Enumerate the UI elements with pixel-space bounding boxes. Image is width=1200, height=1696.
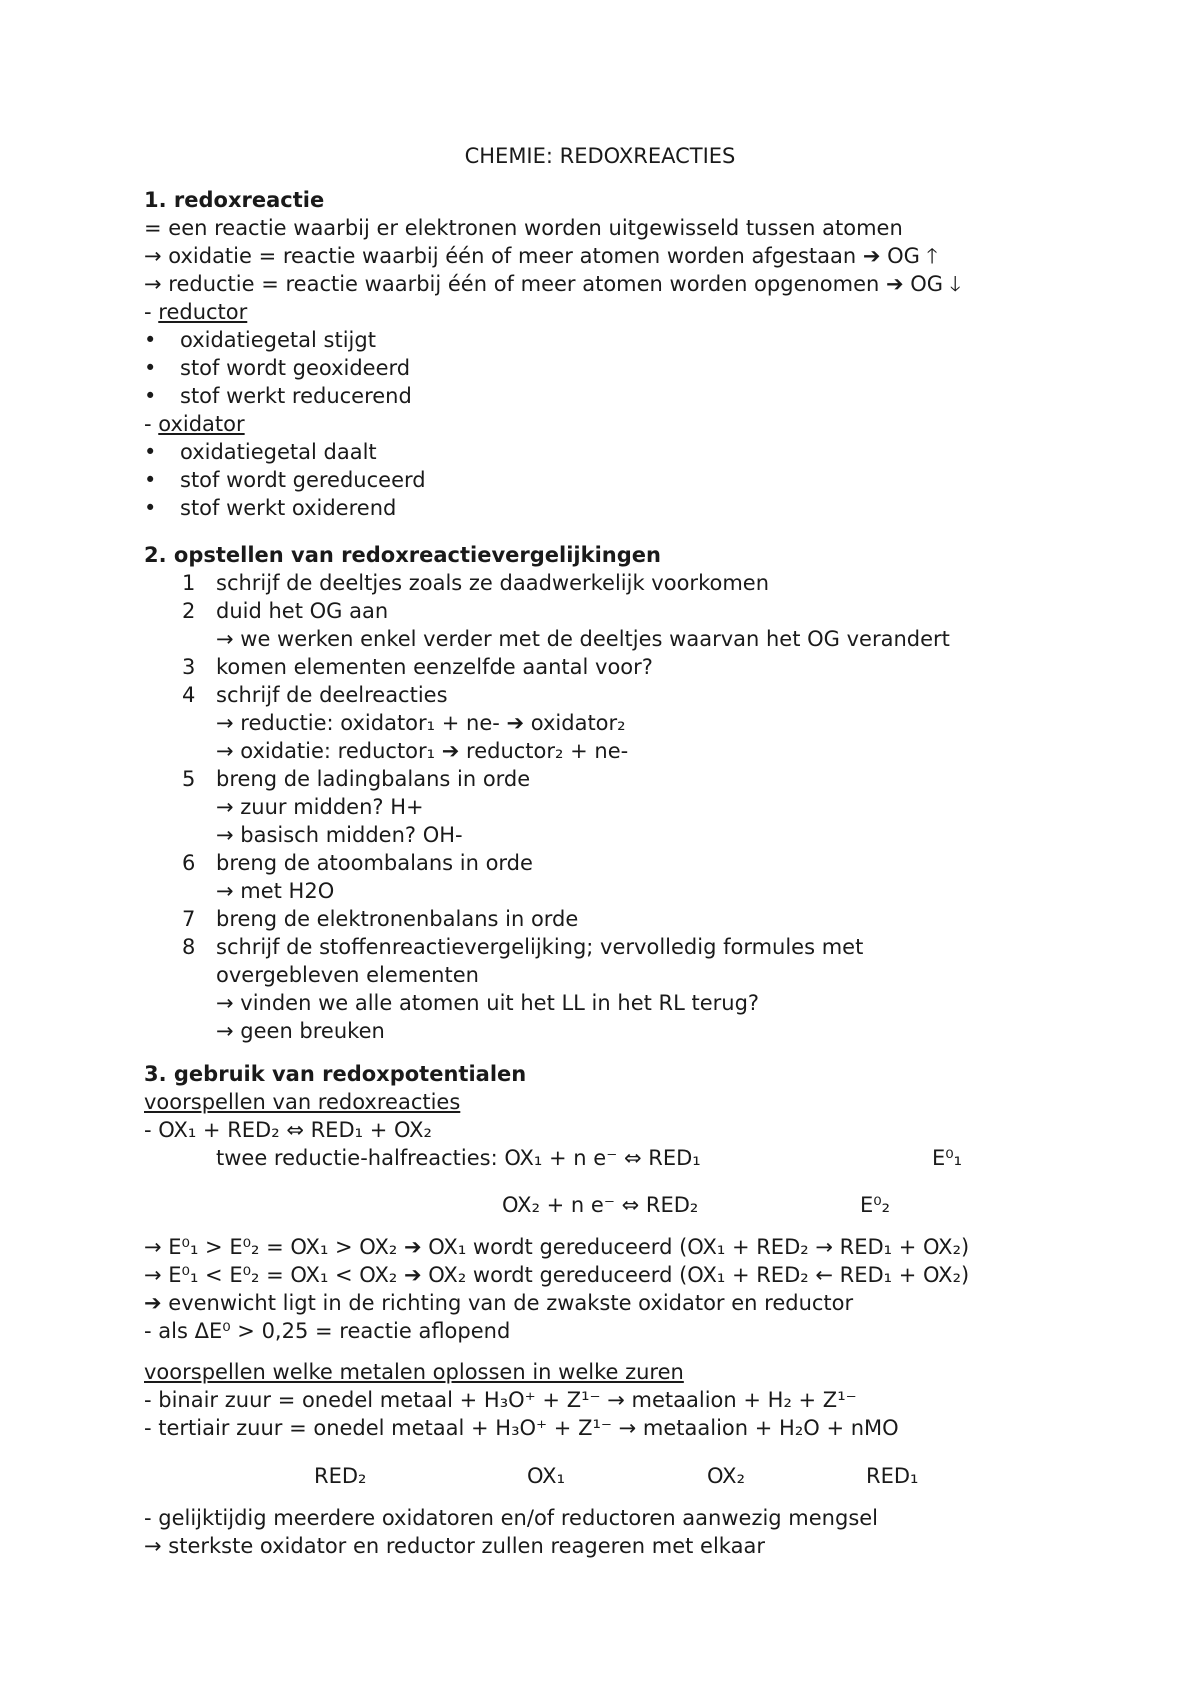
subheading: voorspellen van redoxreacties <box>144 1090 461 1114</box>
bullet-item: • stof werkt reducerend <box>144 382 1064 410</box>
dash: - <box>144 412 159 436</box>
label-red1: RED₁ <box>866 1464 919 1488</box>
step-item <box>144 653 1064 681</box>
label-ox2: OX₂ <box>707 1464 745 1488</box>
step-item <box>144 569 1064 597</box>
comparison-1: → E⁰₁ > E⁰₂ = OX₁ > OX₂ ➔ OX₁ wordt gereduceerd (OX₁ + RED₂ → RED₁ + OX₂) <box>144 1235 970 1259</box>
step-subline: overgebleven elementen <box>216 963 479 987</box>
step-subline: → reductie: oxidator₁ + ne- ➔ oxidator₂ <box>216 711 626 735</box>
step-item <box>144 681 1064 709</box>
label-ox1: OX₁ <box>527 1464 565 1488</box>
comparison-2: → E⁰₁ < E⁰₂ = OX₁ < OX₂ ➔ OX₂ wordt gereduceerd (OX₁ + RED₂ ← RED₁ + OX₂) <box>144 1263 970 1287</box>
bullet-item: • stof werkt oxiderend <box>144 494 1064 522</box>
mixture-note: - gelijktijdig meerdere oxidatoren en/of reductoren aanwezig mengsel <box>144 1506 879 1530</box>
bullet-item: • stof wordt gereduceerd <box>144 466 1064 494</box>
oxidator-label-line <box>144 410 1064 438</box>
step-text: breng de atoombalans in orde <box>216 851 533 875</box>
section-heading: 3. gebruik van redoxpotentialen <box>144 1062 527 1086</box>
bullet-item: • stof wordt geoxideerd <box>144 354 1064 382</box>
step-number: 8 <box>182 935 196 959</box>
step-number: 3 <box>182 655 196 679</box>
oxidator-label: oxidator <box>158 412 245 436</box>
section-opstellen <box>144 541 1064 1045</box>
document-title: CHEMIE: REDOXREACTIES <box>464 144 736 168</box>
comparison-block <box>144 1233 1064 1345</box>
tertiair-zuur: - tertiair zuur = onedel metaal + H₃O⁺ + Z¹⁻ → metaalion + H₂O + nMO <box>144 1416 899 1440</box>
step-item <box>144 905 1064 933</box>
definition: = een reactie waarbij er elektronen worden uitgewisseld tussen atomen <box>144 216 903 240</box>
half-reaction-1: twee reductie-halfreacties: OX₁ + n e⁻ ⇔ RED₁ <box>216 1146 701 1170</box>
step-text: duid het OG aan <box>216 599 389 623</box>
potential-e2: E⁰₂ <box>860 1193 891 1217</box>
step-number: 5 <box>182 767 196 791</box>
step-item <box>144 765 1064 793</box>
step-item <box>144 933 1064 961</box>
step-subline: → vinden we alle atomen uit het LL in het RL terug? <box>216 991 760 1015</box>
section-heading: 1. redoxreactie <box>144 188 325 212</box>
step-number: 2 <box>182 599 196 623</box>
steps-list <box>144 569 1064 1045</box>
step-subline: → basisch midden? OH- <box>216 823 463 847</box>
subheading: voorspellen welke metalen oplossen in welke zuren <box>144 1360 684 1384</box>
step-text: schrijf de deelreacties <box>216 683 448 707</box>
step-subline: → geen breuken <box>216 1019 385 1043</box>
step-item <box>144 597 1064 625</box>
section-redoxreactie <box>144 186 1064 522</box>
label-red2: RED₂ <box>314 1464 367 1488</box>
potential-e1: E⁰₁ <box>932 1146 963 1170</box>
oxidation-line: → oxidatie = reactie waarbij één of meer atomen worden afgestaan ➔ OG 🡑 <box>144 244 938 268</box>
step-text: komen elementen eenzelfde aantal voor? <box>216 655 653 679</box>
reductor-label: reductor <box>158 300 248 324</box>
reductor-label-line <box>144 298 1064 326</box>
bullet-item: • oxidatiegetal stijgt <box>144 326 1064 354</box>
equilibrium-note: ➔ evenwicht ligt in de richting van de zwakste oxidator en reductor <box>144 1291 854 1315</box>
step-number: 6 <box>182 851 196 875</box>
dash: - <box>144 300 159 324</box>
section-redoxpotentialen <box>144 1060 1064 1172</box>
reduction-line: → reductie = reactie waarbij één of meer atomen worden opgenomen ➔ OG 🡓 <box>144 272 961 296</box>
step-number: 7 <box>182 907 196 931</box>
strongest-note: → sterkste oxidator en reductor zullen reageren met elkaar <box>144 1534 765 1558</box>
delta-note: - als ΔE⁰ > 0,25 = reactie aflopend <box>144 1319 511 1343</box>
step-item <box>144 849 1064 877</box>
step-number: 4 <box>182 683 196 707</box>
half-reaction-2: OX₂ + n e⁻ ⇔ RED₂ <box>502 1193 699 1217</box>
metals-block <box>144 1358 1064 1442</box>
step-text: schrijf de deeltjes zoals ze daadwerkelijk voorkomen <box>216 571 770 595</box>
bullet-item: • oxidatiegetal daalt <box>144 438 1064 466</box>
binair-zuur: - binair zuur = onedel metaal + H₃O⁺ + Z¹⁻ → metaalion + H₂ + Z¹⁻ <box>144 1388 857 1412</box>
step-text: schrijf de stoffenreactievergelijking; vervolledig formules met <box>216 935 864 959</box>
step-subline: → oxidatie: reductor₁ ➔ reductor₂ + ne- <box>216 739 629 763</box>
mixture-block <box>144 1504 1064 1560</box>
step-subline: → met H2O <box>216 879 335 903</box>
section-heading: 2. opstellen van redoxreactievergelijkingen <box>144 543 661 567</box>
step-subline: → we werken enkel verder met de deeltjes waarvan het OG verandert <box>216 627 950 651</box>
step-text: breng de elektronenbalans in orde <box>216 907 579 931</box>
equation-main: - OX₁ + RED₂ ⇔ RED₁ + OX₂ <box>144 1118 432 1142</box>
step-subline: → zuur midden? H+ <box>216 795 424 819</box>
step-text: breng de ladingbalans in orde <box>216 767 531 791</box>
step-number: 1 <box>182 571 196 595</box>
